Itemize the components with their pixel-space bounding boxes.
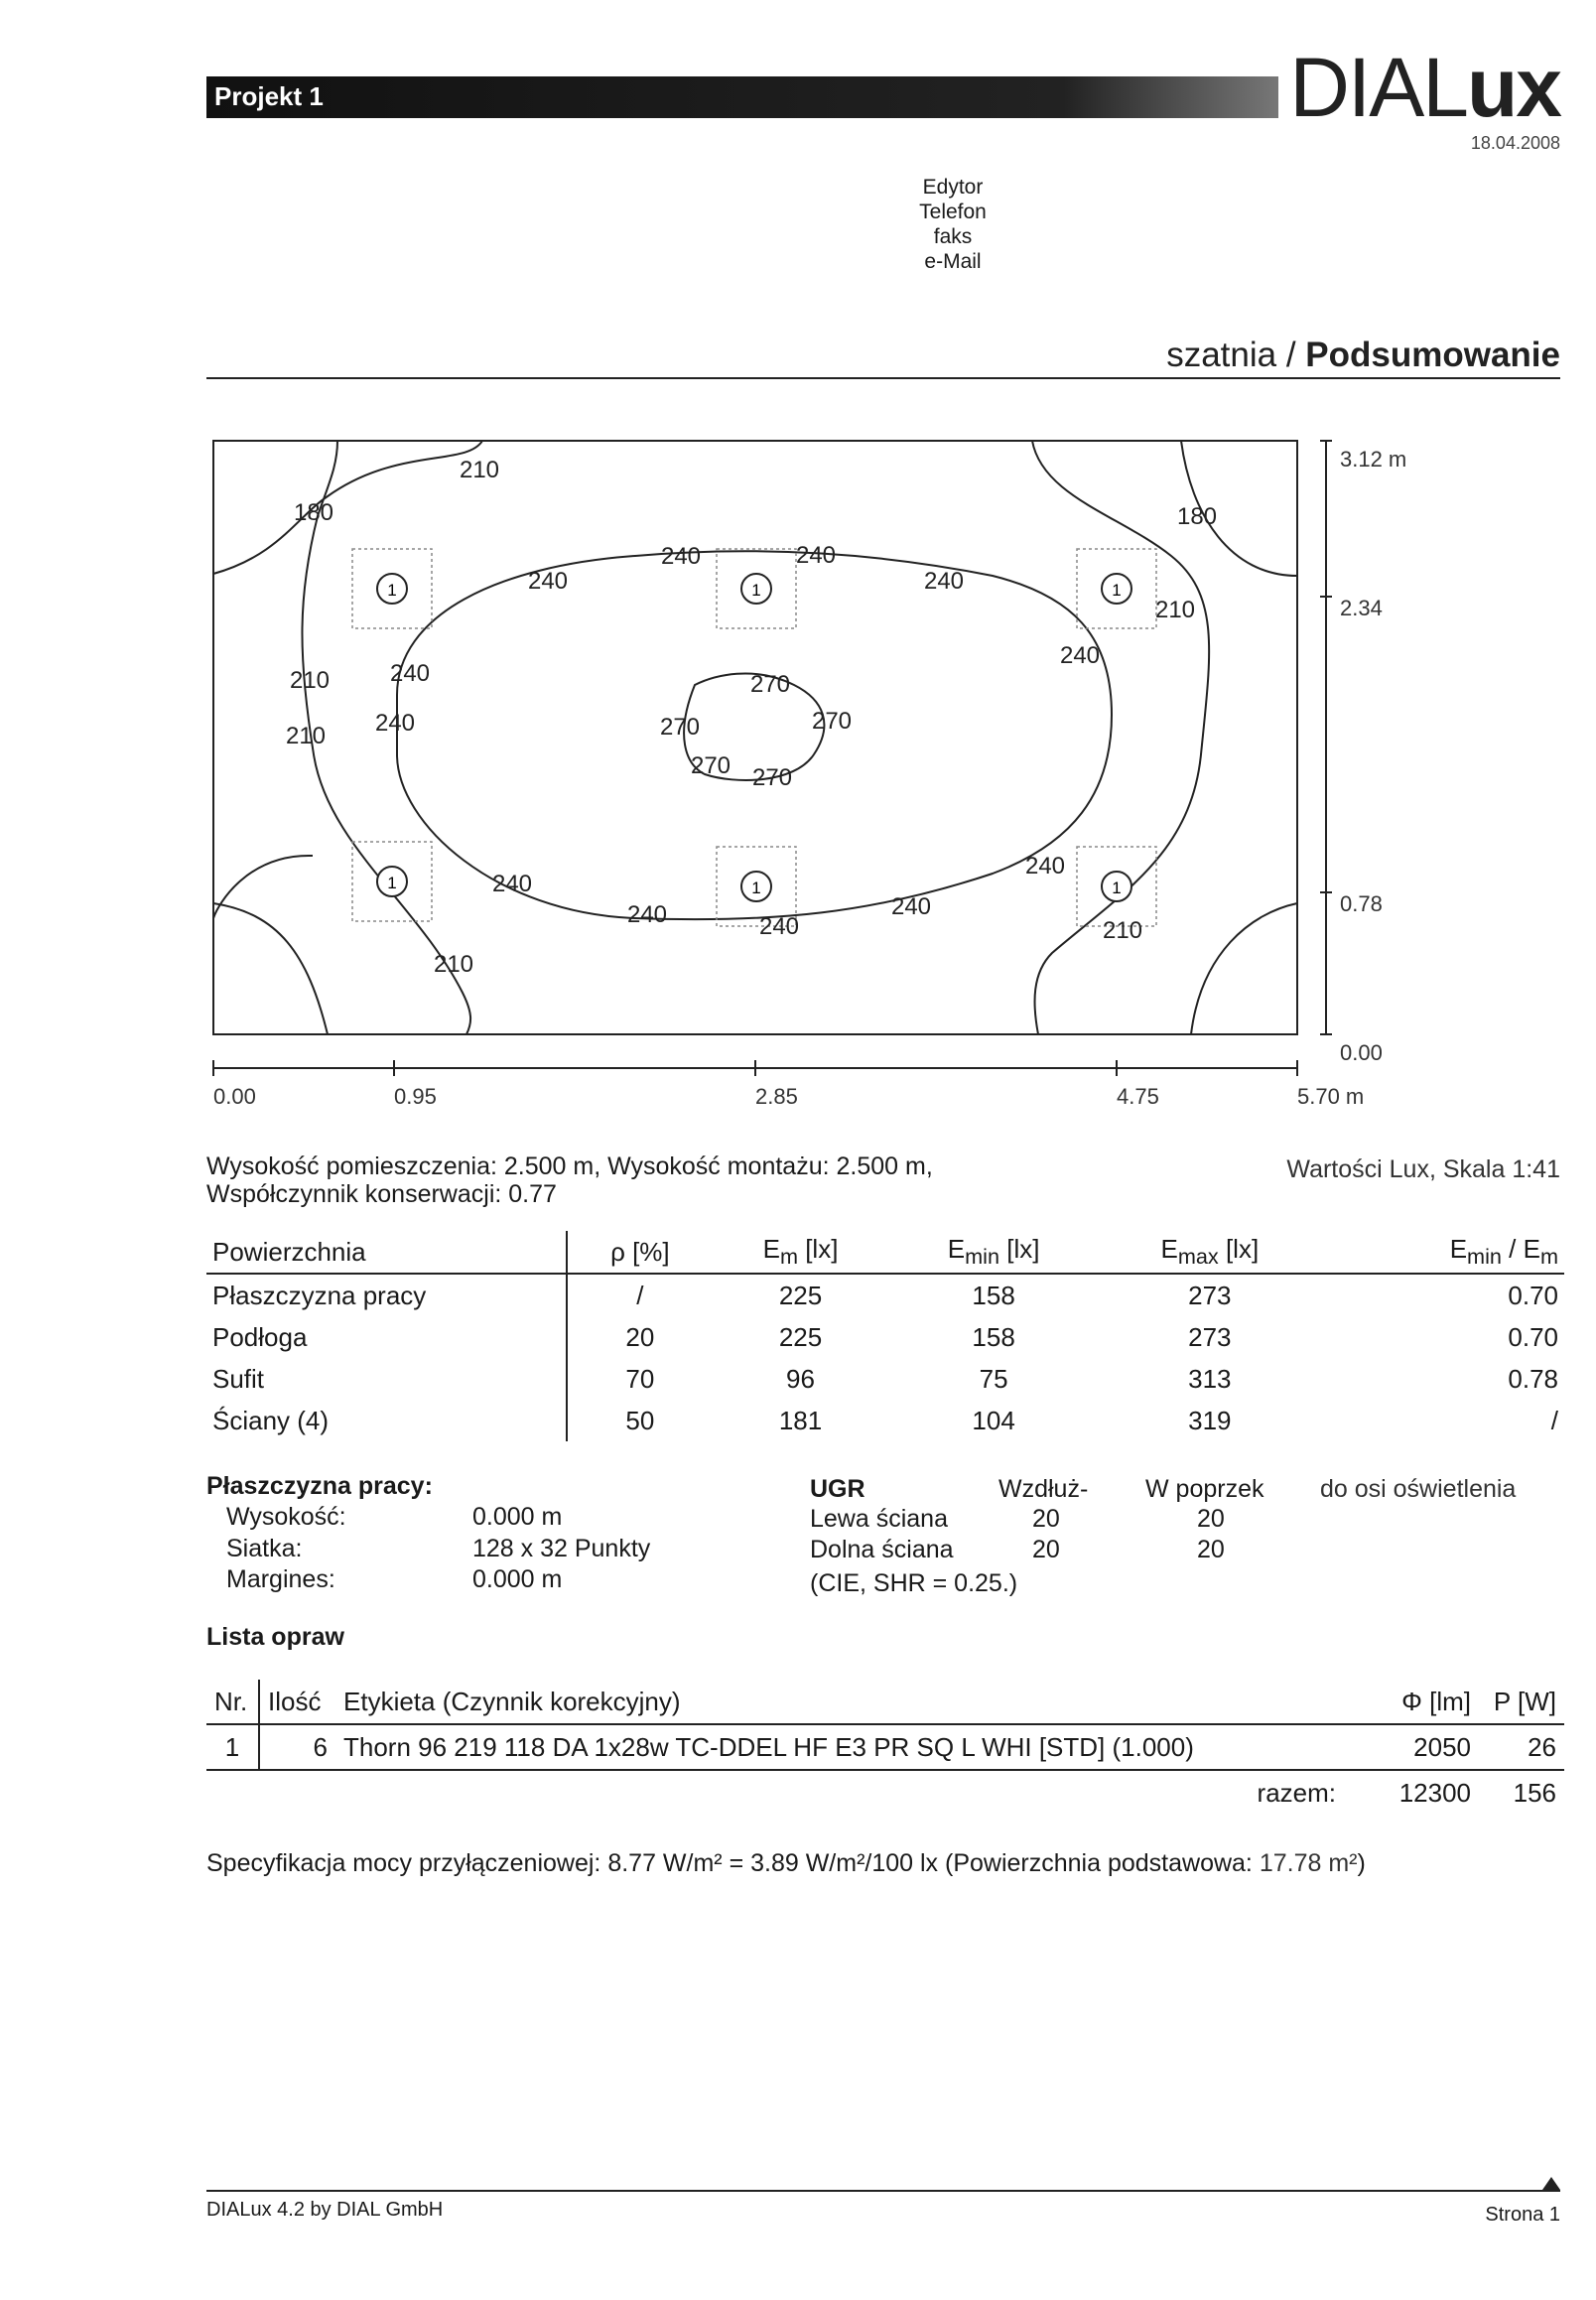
footer-rule — [206, 2190, 1560, 2192]
table-row — [206, 1316, 1564, 1358]
emin: 104 — [972, 1405, 1015, 1435]
col-label: Etykieta (Czynnik korekcyjny) — [335, 1680, 1344, 1724]
power-spec-text: Specyfikacja mocy przyłączeniowej: 8.77 W/m² = 3.89 W/m²/100 lx (Powierzchnia podstawowa: — [206, 1849, 1260, 1877]
col-emin: $E_{min}$ [lx] — [888, 1231, 1099, 1274]
x-tick: 4.75 — [1117, 1084, 1159, 1109]
surface-name: Ściany (4) — [206, 1400, 567, 1441]
table-row — [206, 1358, 1564, 1400]
luminaire-6 — [1077, 847, 1156, 926]
label-240: 240 — [795, 542, 837, 569]
label-210: 210 — [433, 951, 474, 978]
label-210: 210 — [459, 457, 500, 483]
emin: 158 — [972, 1321, 1015, 1352]
rho: 20 — [625, 1321, 655, 1352]
label-240: 240 — [491, 871, 533, 897]
contact-email: e-Mail — [924, 250, 982, 273]
col-ratio: $E_{min} / E_m$ — [1321, 1231, 1564, 1274]
ratio: 0.78 — [1508, 1363, 1558, 1394]
ugr-col-along: Wzdłuż- — [998, 1475, 1089, 1503]
contact-editor: Edytor — [922, 176, 984, 199]
label-210: 210 — [1154, 597, 1196, 623]
contour-180-tl — [213, 441, 482, 574]
logo-light: DIAL — [1289, 41, 1467, 134]
label-210: 210 — [289, 667, 331, 694]
label-240: 240 — [389, 660, 431, 687]
power-spec-close: ) — [1357, 1849, 1366, 1877]
label-270: 270 — [751, 764, 793, 791]
contour-180-bl — [213, 903, 328, 1034]
ugr-note: (CIE, SHR = 0.25.) — [810, 1569, 1018, 1597]
workplane-margin-value: 0.000 m — [472, 1565, 563, 1593]
col-qty: Ilość — [259, 1680, 335, 1724]
label-240: 240 — [1024, 853, 1066, 879]
surface-name: Podłoga — [206, 1316, 567, 1358]
col-em: $E_m$ [lx] — [713, 1231, 889, 1274]
page-title: Podsumowanie — [1305, 336, 1560, 374]
y-tick: 2.34 — [1340, 596, 1383, 620]
workplane-height-label: Wysokość: — [226, 1503, 346, 1531]
label-240: 240 — [527, 568, 569, 595]
em: 96 — [786, 1363, 815, 1394]
svg-text:1: 1 — [1112, 581, 1122, 600]
col-flux: Φ [lm] — [1344, 1680, 1479, 1724]
ratio: 0.70 — [1508, 1321, 1558, 1352]
svg-text:1: 1 — [387, 581, 397, 600]
ugr-title: UGR — [810, 1475, 865, 1503]
contour-240 — [397, 551, 1112, 919]
emax: 273 — [1188, 1321, 1232, 1352]
table-row — [206, 1724, 1564, 1770]
contour-180-br — [1191, 903, 1297, 1034]
total-power: 156 — [1513, 1777, 1556, 1808]
ratio: 0.70 — [1508, 1280, 1558, 1310]
label-240: 240 — [374, 710, 416, 737]
total-flux: 12300 — [1398, 1777, 1471, 1808]
ugr-row1-v2: 20 — [1197, 1505, 1225, 1533]
results-table — [206, 1231, 1564, 1441]
svg-text:1: 1 — [751, 581, 761, 600]
ugr-row1-v1: 20 — [1032, 1505, 1060, 1533]
lum-qty: 6 — [259, 1724, 335, 1770]
rho: / — [636, 1280, 644, 1310]
emax: 273 — [1188, 1280, 1232, 1310]
contact-fax: faks — [933, 225, 973, 248]
rho: 50 — [625, 1405, 655, 1435]
lum-nr: 1 — [206, 1724, 259, 1770]
y-tick: 0.78 — [1340, 891, 1383, 916]
col-power: P [W] — [1479, 1680, 1564, 1724]
results-header-row — [206, 1231, 1564, 1274]
label-180: 180 — [1176, 503, 1218, 530]
luminaire-table — [206, 1680, 1564, 1815]
label-240: 240 — [890, 893, 932, 920]
header-date: 18.04.2008 — [1470, 133, 1560, 153]
label-270: 270 — [749, 671, 791, 698]
em: 181 — [778, 1405, 823, 1435]
emin: 75 — [979, 1363, 1008, 1394]
lum-power: 26 — [1479, 1724, 1564, 1770]
table-row — [206, 1274, 1564, 1316]
workplane-grid-value: 128 x 32 Punkty — [472, 1535, 651, 1562]
label-240: 240 — [626, 901, 668, 928]
col-rho: ρ [%] — [567, 1231, 713, 1274]
x-tick: 0.95 — [394, 1084, 437, 1109]
workplane-height-value: 0.000 m — [472, 1503, 563, 1531]
label-180: 180 — [293, 499, 334, 526]
luminaire-1 — [352, 549, 432, 628]
x-tick: 5.70 m — [1297, 1084, 1365, 1109]
lum-label: Thorn 96 219 118 DA 1x28w TC-DDEL HF E3 PR SQ L WHI [STD] (1.000) — [335, 1724, 1344, 1770]
footer-triangle-icon — [1542, 2177, 1560, 2190]
label-270: 270 — [659, 714, 701, 741]
isolux-plan — [0, 0, 1596, 1142]
x-scale — [213, 1060, 1297, 1076]
emax: 313 — [1188, 1363, 1232, 1394]
luminaire-3 — [1077, 549, 1156, 628]
em: 225 — [778, 1321, 823, 1352]
label-270: 270 — [811, 708, 853, 735]
power-spec-area: 17.78 m² — [1259, 1849, 1358, 1877]
ratio: / — [1550, 1405, 1558, 1435]
page-number: Strona 1 — [1485, 2204, 1560, 2226]
ugr-col-across: W poprzek — [1145, 1475, 1264, 1503]
emin: 158 — [972, 1280, 1015, 1310]
svg-text:1: 1 — [387, 874, 397, 892]
total-row — [206, 1770, 1564, 1815]
room-params-line1: Wysokość pomieszczenia: 2.500 m, Wysokość montażu: 2.500 m, — [206, 1152, 933, 1180]
room-name: szatnia / — [1166, 336, 1306, 374]
em: 225 — [778, 1280, 823, 1310]
label-240: 240 — [758, 913, 800, 940]
label-210: 210 — [285, 723, 327, 749]
table-row — [206, 1400, 1564, 1441]
contour-210-left — [302, 441, 470, 1034]
label-270: 270 — [690, 752, 732, 779]
x-tick: 2.85 — [755, 1084, 798, 1109]
ugr-row2-v2: 20 — [1197, 1536, 1225, 1563]
x-tick: 0.00 — [213, 1084, 256, 1109]
label-240: 240 — [1059, 642, 1101, 669]
rho: 70 — [625, 1363, 655, 1394]
room-outline — [213, 441, 1297, 1034]
footer-credit: DIALux 4.2 by DIAL GmbH — [206, 2199, 444, 2221]
luminaire-list-title: Lista opraw — [206, 1623, 344, 1651]
workplane-grid-label: Siatka: — [226, 1535, 303, 1562]
luminaire-4 — [352, 842, 432, 921]
surface-name: Płaszczyzna pracy — [206, 1274, 567, 1316]
total-label: razem: — [1257, 1777, 1336, 1808]
contact-phone: Telefon — [919, 201, 987, 223]
ugr-row1-label: Lewa ściana — [810, 1505, 948, 1533]
workplane-title: Płaszczyzna pracy: — [206, 1472, 433, 1500]
y-tick-labels — [1340, 447, 1406, 1065]
y-tick: 3.12 m — [1340, 447, 1407, 472]
project-title: Projekt 1 — [214, 81, 324, 111]
y-tick: 0.00 — [1340, 1040, 1383, 1065]
workplane-margin-label: Margines: — [226, 1565, 335, 1593]
surface-name: Sufit — [206, 1358, 567, 1400]
scale-note: Wartości Lux, Skala 1:41 — [1286, 1155, 1560, 1183]
svg-text:1: 1 — [1112, 879, 1122, 897]
luminaire-2 — [717, 549, 796, 628]
label-240: 240 — [923, 568, 965, 595]
x-tick-labels — [213, 1084, 1364, 1109]
col-nr: Nr. — [206, 1680, 259, 1724]
ugr-row2-label: Dolna ściana — [810, 1536, 954, 1563]
label-210: 210 — [1102, 917, 1143, 944]
svg-text:1: 1 — [751, 879, 761, 897]
lum-flux: 2050 — [1344, 1724, 1479, 1770]
y-scale — [1320, 441, 1332, 1034]
ugr-row2-v1: 20 — [1032, 1536, 1060, 1563]
ugr-col-axis: do osi oświetlenia — [1320, 1475, 1517, 1503]
room-params-line2: Współczynnik konserwacji: 0.77 — [206, 1180, 557, 1208]
luminaire-header-row — [206, 1680, 1564, 1724]
label-240: 240 — [660, 543, 702, 570]
contour-210-bl2 — [213, 856, 313, 918]
logo-bold: ux — [1466, 41, 1560, 134]
col-surface: Powierzchnia — [206, 1231, 567, 1274]
power-spec — [206, 1848, 1366, 1878]
col-emax: $E_{max}$ [lx] — [1099, 1231, 1321, 1274]
emax: 319 — [1188, 1405, 1232, 1435]
